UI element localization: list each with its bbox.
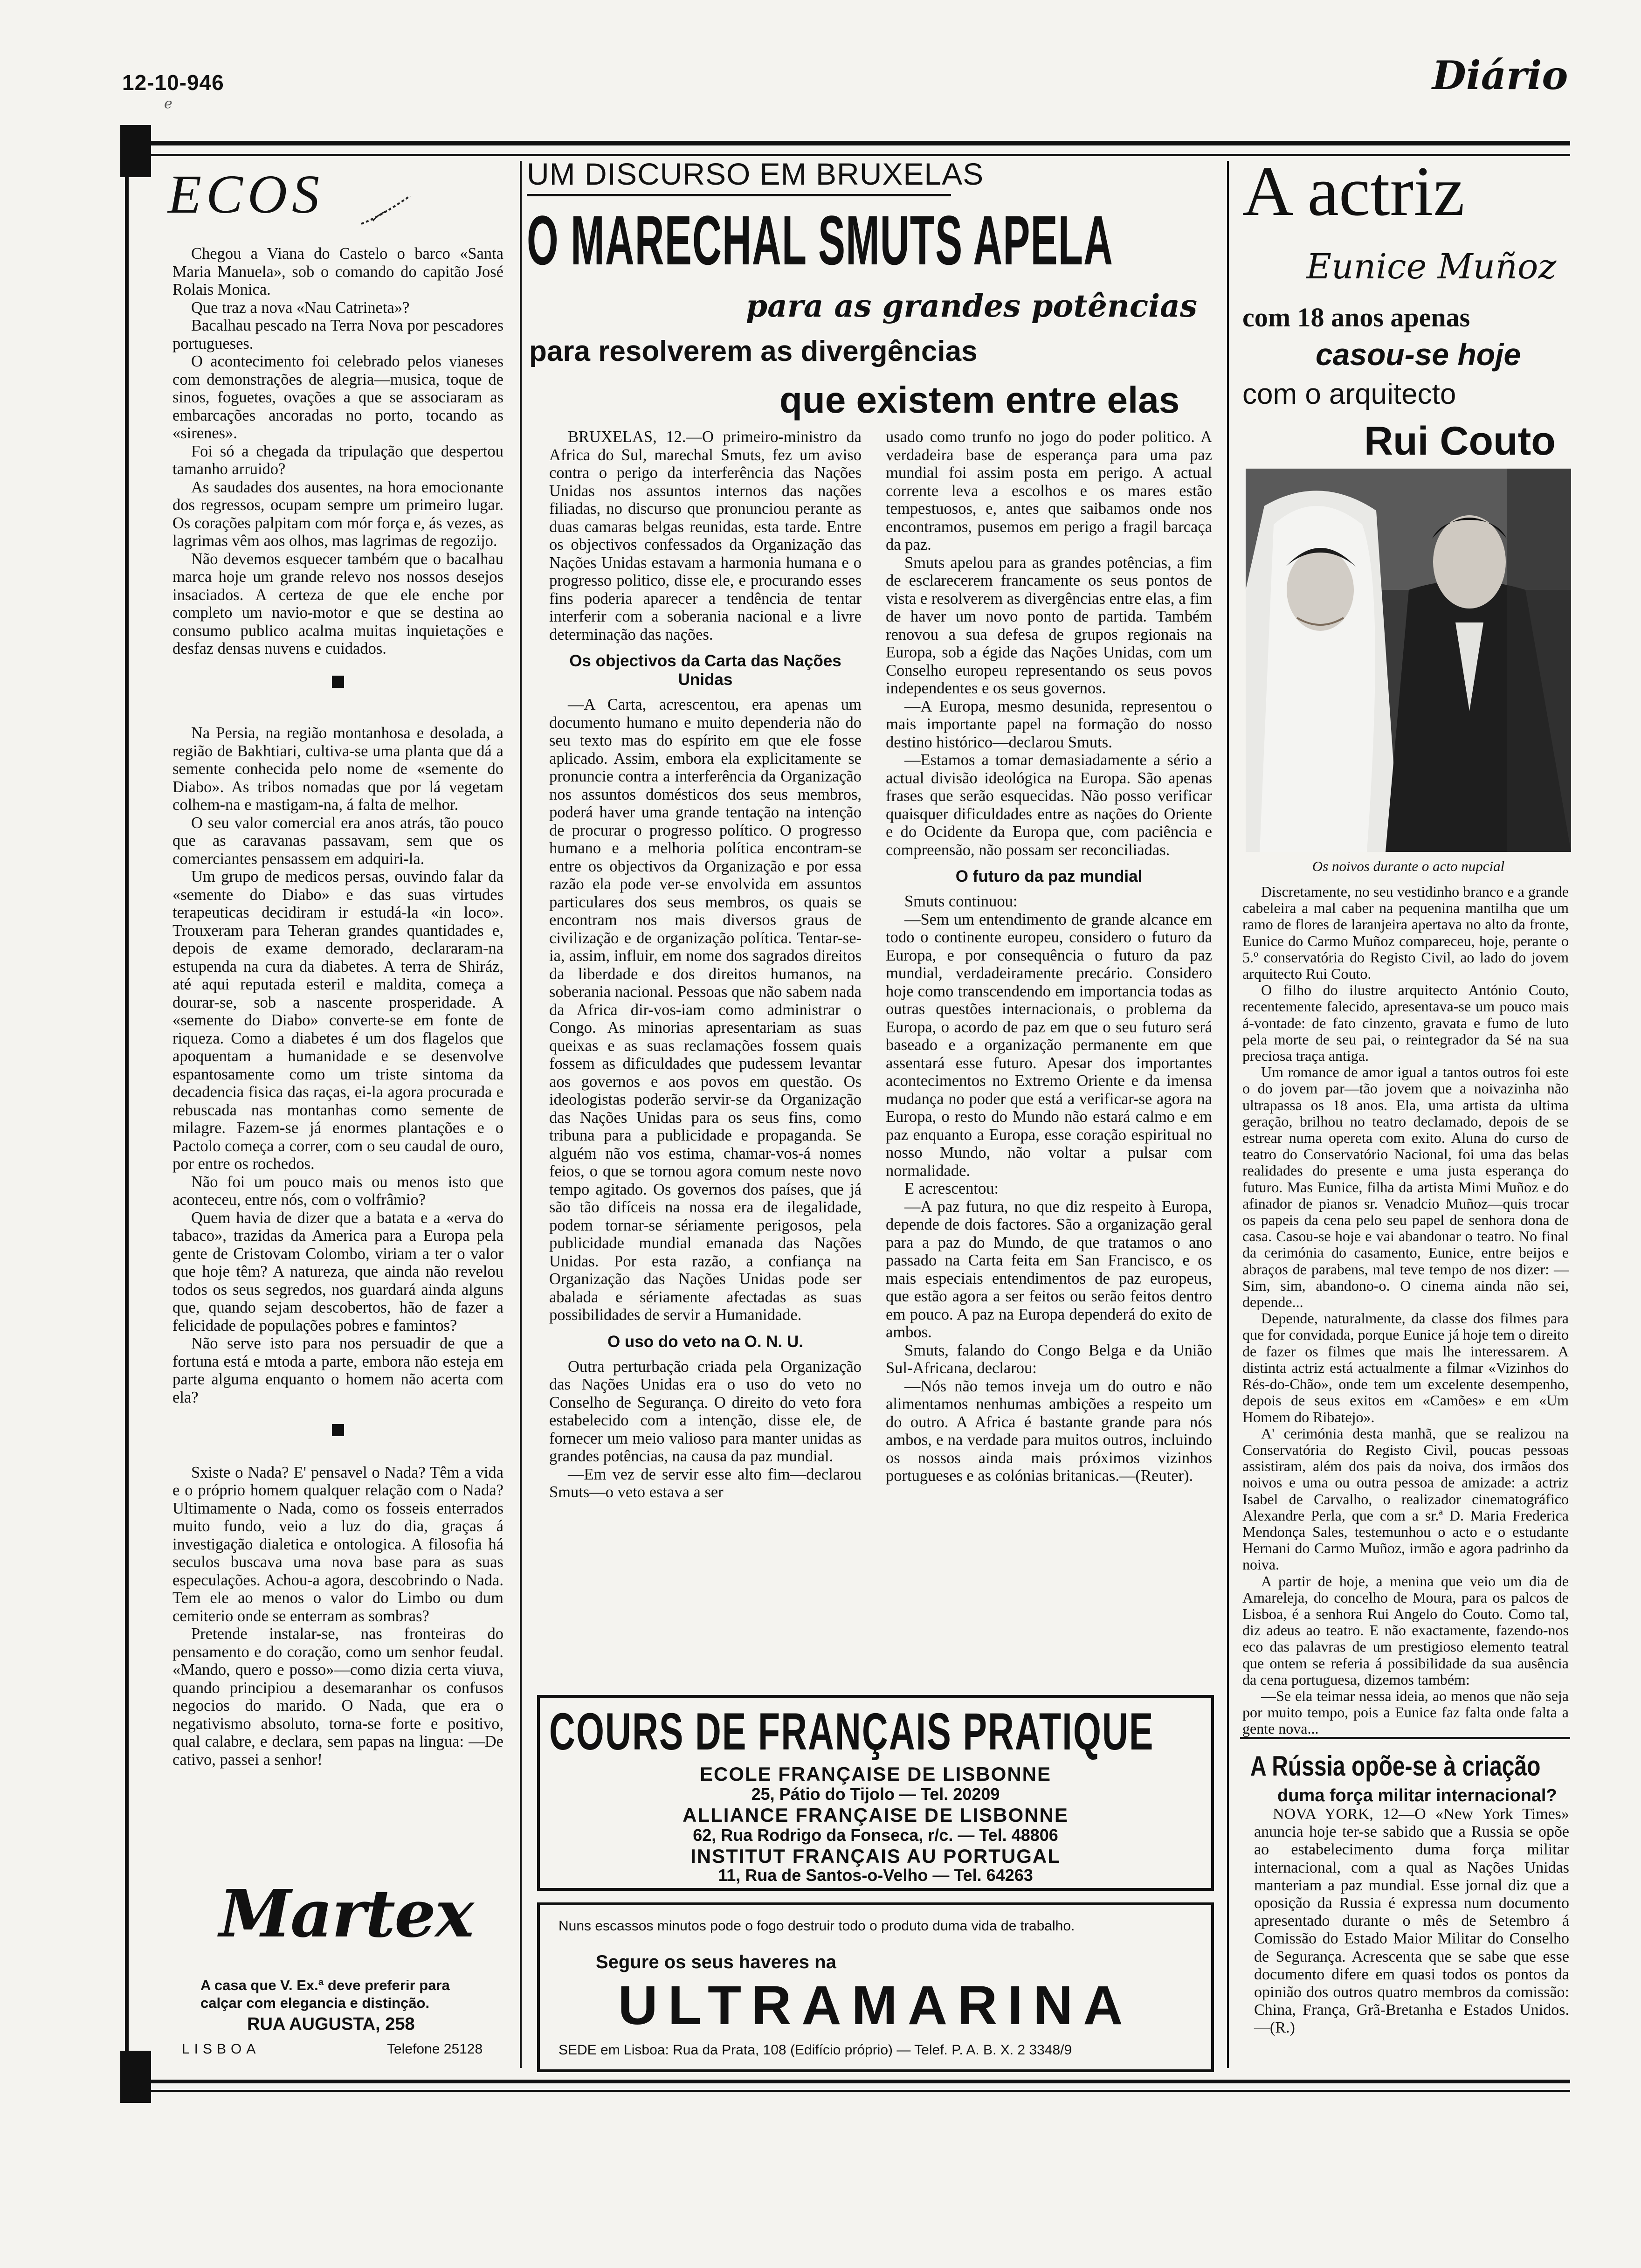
kicker-underline: [527, 194, 951, 196]
actriz-headline: A actriz: [1242, 152, 1465, 230]
russia-body: [1254, 1805, 1569, 2037]
ecos-paragraph: Quem havia de dizer que a batata e a «erva do tabaco», trazidas da America para a Europa pela gente de Cristovam Colombo, viriam a ter o valor que hoje têm? A natureza, que ainda não revelou todos os seus segredos, nos guardará ainda alguns que, quando sejam descobertos, hão de fazer a felicidade de populações pobres e famintos?: [172, 1209, 503, 1335]
ultramarina-top-line: Nuns escassos minutos pode o fogo destruir todo o produto duma vida de trabalho.: [558, 1918, 1075, 1934]
martex-city: LISBOA: [182, 2041, 261, 2057]
cours-line-2: 25, Pátio do Tijolo — Tel. 20209: [751, 1784, 1000, 1804]
ultramarina-address: SEDE em Lisboa: Rua da Prata, 108 (Edifício próprio) — Telef. P. A. B. X. 2 3348/9: [558, 2042, 1072, 2058]
smuts-deck-2: para resolverem as divergências: [529, 335, 978, 367]
smuts-paragraph: E acrescentou:: [904, 1180, 999, 1197]
ecos-paragraph: Um grupo de medicos persas, ouvindo falar da «semente do Diabo» e das suas virtudes terapeuticas decidiram ir estudá-la «in loco». Trouxeram para Teheran grandes quantidades e, depois de exame demorado, declararam-na estupenda na cura da diabetes. A terra de Shiráz, até aqui reputada esteril e maldita, começa a dourar-se, sob a nascente prosperidade. A «semente do Diabo» converte-se em fonte de riqueza. Como a diabetes é um dos flagelos que apoquentam a humanidade e se desenvolve espantosamente como um triste sintoma da decadencia fisica das raças, ei-la agora procurada e rebuscada nas montanhas como semente de milagre. Fazem-se já enormes plantações e o Pactolo começa a correr, com o seu caudal de ouro, por entre os rochedos.: [172, 868, 503, 1173]
smuts-column-1: [549, 428, 862, 1501]
cours-title: COURS DE FRANÇAIS PRATIQUE: [549, 1704, 1154, 1760]
ecos-title: ECOS: [168, 164, 324, 225]
smuts-paragraph: —A Europa, mesmo desunida, representou o mais importante papel na formação do nosso destino histórico—declarou Smuts.: [886, 697, 1212, 751]
smuts-headline-wrap: [527, 203, 1133, 282]
ecos-paragraph: Não foi um pouco mais ou menos isto que aconteceu, entre nós, com o volfrâmio?: [172, 1173, 503, 1209]
martex-line-1: A casa que V. Ex.ª deve preferir para: [200, 1977, 450, 1993]
left-column-rule: [125, 177, 129, 2056]
smuts-column-2: [886, 428, 1212, 1485]
cours-title-wrap: [549, 1704, 1202, 1760]
actriz-paragraph: Discretamente, no seu vestidinho branco e a grande cabeleira a mal caber na pequenina mantilha que um ramo de flores de laranjeira apertava no alto da fronte, Eunice do Carmo Muñoz compareceu, hoje, perante o 5.º conservatória do Registo Civil, ao lado do jovem arquitecto Rui Couto.: [1242, 883, 1569, 982]
masthead: Diário: [1432, 52, 1568, 98]
ecos-paragraph: Não serve isto para nos persuadir de que a fortuna está e mtoda a parte, embora não esteja em parte alguma enquanto o homem não acerta com ela?: [172, 1335, 503, 1406]
smuts-paragraph: usado como trunfo no jogo do poder politico. A verdadeira base de esperança para uma paz mundial foi assim posta em perigo. A actual corrente leva a escolhos e os mares estão tempestuosos, e, antes que saibamos onde nos encontramos, pusemos em perigo a fragil barcaça da paz.: [886, 428, 1212, 553]
russia-top-rule: [1240, 1737, 1570, 1739]
ecos-paragraph: O seu valor comercial era anos atrás, tão pouco que as caravanas passavam, sem que os comerciantes pensassem em adquiri-la.: [172, 814, 503, 868]
smuts-subhead-2: O uso do veto na O. N. U.: [607, 1332, 804, 1351]
martex-logo: Martex: [219, 1876, 473, 1952]
issue-date: 12-10-946: [122, 70, 224, 95]
corner-block-bottom: [120, 2051, 151, 2103]
russia-subhead: duma força militar internacional?: [1277, 1786, 1557, 1805]
smuts-paragraph: —A Carta, acrescentou, era apenas um documento humano e muito dependeria não do seu texto mas do espírito em que ele fosse aplicado. Assim, embora ela explicitamente se pronuncie contra a interferência da Organização nos assuntos domésticos dos seus membros, poderá haver uma grande tentação na intenção de procurar o progresso político. O progresso humano e a melhoria política encontram-se entre os objectivos da Organização e por essa razão ela pode ver-se envolvida em assuntos particulares dos seus membros, os quais se encontram nos mais diversos graus de civilização e de organização política. Tentar-se-ia, assim, influir, em nome dos sagrados direitos da liberdade e dos direitos humanos, na soberania nacional. Pessoas que não sabem nada da Africa dir-vos-iam como administrar o Congo. As minorias apresentariam as suas queixas e as suas reclamações fossem quais fossem as dificuldades que pudessem levantar aos governos e aos povos em questão. Os ideologistas poderão servir-se da Organização das Nações Unidas para os seus fins, como tribuna para a publicidade e propaganda. Se alguém não vos estima, chamar-vos-á nomes feios, o que se tornou agora comum neste novo tempo agitado. Os governos dos países, que já são tão difíceis na nossa era de ilegalidade, podem tornar-se sériamente perigosos, pela publicidade mundial emanada das Nações Unidas. Por esta razão, a confiança na Organização das Nações Unidas pode ser abalada e sériamente afectadas as suas possibilidades de servir a Humanidade.: [549, 696, 862, 1324]
ultramarina-ad: [537, 1902, 1214, 2072]
actriz-paragraph: —Se ela teimar nessa ideia, ao menos que não seja por muito tempo, pois a Eunice faz falta onde falta a gente nova...: [1242, 1687, 1569, 1737]
smuts-paragraph: Smuts continuou:: [904, 892, 1018, 910]
martex-line-2: calçar com elegancia e distinção.: [200, 1995, 430, 2011]
section-bullet: [172, 1422, 503, 1440]
russia-paragraph: NOVA YORK, 12—O «New York Times» anuncia hoje ter-se sabido que a Russia se opõe ao estabelecimento duma força militar internacional, com a qual as Nações Unidas manteriam a paz mundial. Esse jornal diz que a oposição da Russia é expressa num documento apresentado durante o mês de Setembro á Comissão do Estado Maior Militar do Conselho de Segurança. Acrescenta que se sabe que esse documento difere em quasi todos os pontos da opinião dos outros quatro membros da comissão: China, França, Grã-Bretanha e Estados Unidos.—(R.): [1254, 1805, 1569, 2037]
photo-caption: Os noivos durante o acto nupcial: [1312, 858, 1505, 874]
smuts-paragraph: Smuts apelou para as grandes potências, a fim de esclarecerem francamente os seus pontos de vista e resolverem as divergências entre elas, a fim de haver um novo ponto de partida. Também renovou a sua defesa de grupos regionais na Europa, sob a égide das Nações Unidas, com um Conselho europeu representando os seus povos independentes e os seus governos.: [886, 553, 1212, 697]
quill-icon: [359, 191, 415, 228]
actriz-body: [1242, 884, 1569, 1737]
actriz-paragraph: A' cerimónia desta manhã, que se realizou na Conservatória do Registo Civil, poucas pessoas assistiram, além dos pais da noiva, dos irmãos dos noivos e uma ou outra pessoa de amizade: a actriz Isabel de Carvalho, o realizador cinematográfico Alexandre Perla, que com a sr.ª D. Maria Frederica Mendonça Sales, testemunhou o acto e o estudante Hernani do Carmo Muñoz, irmão e agora padrinho da noiva.: [1242, 1424, 1569, 1573]
ecos-paragraph: Foi só a chegada da tripulação que despertou tamanho arruido?: [172, 442, 503, 478]
actriz-paragraph: Um romance de amor igual a tantos outros foi este o do jovem par—tão jovem que a noivazinha não ultrapassa os 18 anos. Ela, uma artista da ultima geração, brilhou no teatro declamado, depois de se estrear numa opereta com exito. Aluna do curso de teatro do Conservatório Nacional, foi uma das belas realidades do presente e uma justa esperança do futuro. Mas Eunice, filha da artista Mimi Muñoz e do afinador de pianos sr. Venadcio Muñoz—quis trocar os papeis da cena pelo seu papel de senhora dona de casa. Casou-se hoje e vai abandonar o teatro. No final da cerimónia do casamento, Eunice, entre beijos e abraços de parabens, mal teve tempo de nos dizer: —Sim, sim, abandono-o. O cinema ainda não sei, depende...: [1242, 1064, 1569, 1311]
smuts-paragraph: —A paz futura, no que diz respeito à Europa, depende de dois factores. São a organização geral para a paz do Mundo, de que tratamos o ano passado na Carta feita em San Francisco, e os mais especiais entendimentos de paz europeus, que estão agora a ser feitos ou serão feitos dentro em pouco. A paz na Europa dependerá do exito de ambos.: [886, 1197, 1212, 1341]
corner-block-top: [120, 125, 151, 177]
smuts-paragraph: —Estamos a tomar demasiadamente a sério a actual divisão ideológica na Europa. São apenas frases que serão esquecidas. Não posso verificar quaisquer dificuldades entre as nações do Oriente e do Ocidente da Europa que, com paciência e compreensão, não possam ser reconciliadas.: [886, 751, 1212, 859]
cours-line-4: 62, Rua Rodrigo da Fonseca, r/c. — Tel. 48806: [693, 1825, 1058, 1845]
martex-ad: [168, 1876, 513, 2057]
cours-line-3: ALLIANCE FRANÇAISE DE LISBONNE: [683, 1804, 1069, 1826]
ecos-section-1: [172, 245, 503, 1769]
ecos-paragraph: As saudades dos ausentes, na hora emocionante dos regressos, ocupam sempre um primeiro lugar. Os corações palpitam com mór força e, ás vezes, as lagrimas vêm aos olhos, mas lagrimas de regozijo.: [172, 478, 503, 550]
ecos-paragraph: Que traz a nova «Nau Catrineta»?: [191, 298, 410, 317]
russia-headline: A Rússia opõe-se à criação: [1250, 1751, 1541, 1782]
cours-line-1: ECOLE FRANÇAISE DE LISBONNE: [699, 1763, 1052, 1785]
divider-rule-2: [1227, 161, 1229, 2068]
smuts-kicker: UM DISCURSO EM BRUXELAS: [527, 157, 984, 191]
ecos-paragraph: Chegou a Viana do Castelo o barco «Santa Maria Manuela», sob o comando do capitão José Rolais Monica.: [172, 245, 503, 298]
actriz-line-1: com 18 anos apenas: [1242, 302, 1470, 332]
martex-phone: Telefone 25128: [387, 2041, 483, 2057]
ultramarina-secure: Segure os seus haveres na: [596, 1952, 836, 1972]
smuts-deck-1: para as grandes potências: [746, 288, 1198, 324]
russia-headline-wrap: [1250, 1751, 1567, 1784]
cours-ad: [537, 1695, 1214, 1891]
actriz-groom: Rui Couto: [1364, 419, 1556, 463]
ultramarina-brand: ULTRAMARINA: [618, 1975, 1133, 2036]
top-rule-thick: [120, 141, 1570, 145]
smuts-headline: O MARECHAL SMUTS APELA: [527, 201, 1114, 279]
wedding-photo: [1246, 469, 1571, 852]
smuts-paragraph: Smuts, falando do Congo Belga e da União Sul-Africana, declarou:: [886, 1341, 1212, 1377]
actriz-paragraph: Depende, naturalmente, da classe dos filmes para que for convidada, porque Eunice já hoje tem o direito de fazer os filmes que mais lhe interessarem. A distinta actriz está actualmente a filmar «Vizinhos do Rés-do-Chão», onde tem um excelente desempenho, depois de seus exitos em «Camões» e em «Um Homem do Ribatejo».: [1242, 1310, 1569, 1425]
cours-line-5: INSTITUT FRANÇAIS AU PORTUGAL: [690, 1845, 1061, 1867]
smuts-paragraph: —Em vez de servir esse alto fim—declarou Smuts—o veto estava a ser: [549, 1465, 862, 1501]
actriz-name: Eunice Muñoz: [1306, 247, 1557, 287]
ecos-paragraph: Bacalhau pescado na Terra Nova por pescadores portugueses.: [172, 317, 503, 353]
ecos-paragraph: Não devemos esquecer também que o bacalhau marca hoje um grande relevo nos nossos desejos insaciados. A certeza de que ele enche por completo um navio-motor e que se destina ao consumo publico acalma muitas inquietações e desfaz densas nuvens e cuidados.: [172, 550, 503, 657]
wedding-photo-art: [1246, 469, 1571, 852]
ecos-paragraph: Na Persia, na região montanhosa e desolada, a região de Bakhtiari, cultiva-se uma planta que dá a semente conhecida pelo nome de «semente do Diabo». As tribos nomadas que por lá vegetam colhem-na e mastigam-na, á falta de melhor.: [172, 724, 503, 814]
ecos-paragraph: O acontecimento foi celebrado pelos vianeses com demonstrações de alegria—musica, toque de sinos, foguetes, ovações a que se associaram as embarcações ancoradas no porto, tocando as «sirenes».: [172, 353, 503, 442]
smuts-paragraph: Outra perturbação criada pela Organização das Nações Unidas era o uso do veto no Conselho de Segurança. O direito do veto fora estabelecido com a intenção, disse ele, de fornecer um meio valioso para manter unidas as grandes potências, na causa da paz mundial.: [549, 1357, 862, 1465]
bottom-rule-thin: [151, 2090, 1570, 2092]
actriz-paragraph: A partir de hoje, a menina que veio um dia de Amareleja, do concelho de Moura, para os palcos de Lisboa, é a senhora Rui Angelo do Couto. Como tal, diz adeus ao teatro. E não exactamente, fazendo-nos eco das palavras de um prestigioso elemento teatral que ontem se referia á possibilidade da sua ausência da cena portuguesa, dizemos também:: [1242, 1572, 1569, 1688]
bottom-rule-thick: [151, 2080, 1570, 2083]
smuts-subhead-3: O futuro da paz mundial: [955, 867, 1143, 885]
smuts-paragraph: —Sem um entendimento de grande alcance em todo o continente europeu, considero o futuro da Europa, e por consequência o futuro da paz mundial, verdadeiramente precário. Considero hoje como transcendendo em importancia todas as outras questões internacionais, o problema da Europa, o acordo de paz em que o seu futuro será baseado e a organização permanente em que assentará esse futuro. Apesar dos importantes acontecimentos no Extremo Oriente e da imensa mudança no poder que está a verificar-se agora na Europa, o resto do Mundo não estará calmo e em paz enquanto a Europa, esse coração espiritual no nosso Mundo, não voltar a pulsar com normalidade.: [886, 910, 1212, 1180]
smuts-paragraph: BRUXELAS, 12.—O primeiro-ministro da Africa do Sul, marechal Smuts, fez um aviso contra o perigo da interferência das Nações Unidas nos assuntos internos das nações filiadas, no discurso que pronunciou perante as duas camaras belgas reunidas, esta tarde. Entre os objectivos confessados da Organização das Nações Unidas estavam a harmonia humana e o progresso politico, disse ele, e procurando esses fins poderia aparecer a tendência de tentar interferir com a soberania nacional e a livre determinação das nações.: [549, 428, 862, 643]
ecos-paragraph: Sxiste o Nada? E' pensavel o Nada? Têm a vida e o próprio homem qualquer relação com o Nada? Ultimamente o Nada, como os fosseis enterrados muito fundo, veio a luz do dia, graças á investigação dialetica e ontologica. A filosofia há seculos buscava uma nova base para as suas especulações. Achou-a agora, descobrindo o Nada. Tem ele ao menos o valor do Limbo ou dum cemiterio onde se enterram as sombras?: [172, 1463, 503, 1625]
actriz-line-3: com o arquitecto: [1242, 378, 1456, 410]
smuts-deck-3: que existem entre elas: [779, 379, 1180, 421]
smuts-paragraph: —Nós não temos inveja um do outro e não alimentamos nenhumas ambições a respeito um do outro. A Africa é bastante grande para nós ambos, e na verdade para muitos outros, incluindo os nossos ainda mais próximos vizinhos portugueses e as colónias britanicas.—(Reuter).: [886, 1377, 1212, 1485]
martex-address: RUA AUGUSTA, 258: [247, 2014, 415, 2034]
divider-rule-1: [520, 161, 522, 2068]
cours-line-6: 11, Rua de Santos-o-Velho — Tel. 64263: [718, 1866, 1033, 1885]
ecos-paragraph: Pretende instalar-se, nas fronteiras do pensamento e do coração, como um senhor feudal. «Mando, quero e posso»—como dizia certa viuva, quando principiou a desemaranhar os confusos negocios do marido. O Nada, que era o negativismo absoluto, torna-se forte e positivo, qual calabre, e declara, sem papas na lingua: —De cativo, passei a senhor!: [172, 1625, 503, 1769]
page-mark: e: [164, 96, 172, 112]
actriz-paragraph: O filho do ilustre arquitecto António Couto, recentemente falecido, apresentava-se um pouco mais á-vontade: de fato cinzento, gravata e fumo de luto pela morte de seu pai, o reintegrador da Sé na sua preciosa traça antiga.: [1242, 982, 1569, 1065]
section-bullet: [172, 674, 503, 692]
smuts-subhead-1: Os objectivos da Carta das Nações Unidas: [569, 652, 841, 689]
actriz-line-2: casou-se hoje: [1316, 337, 1521, 372]
